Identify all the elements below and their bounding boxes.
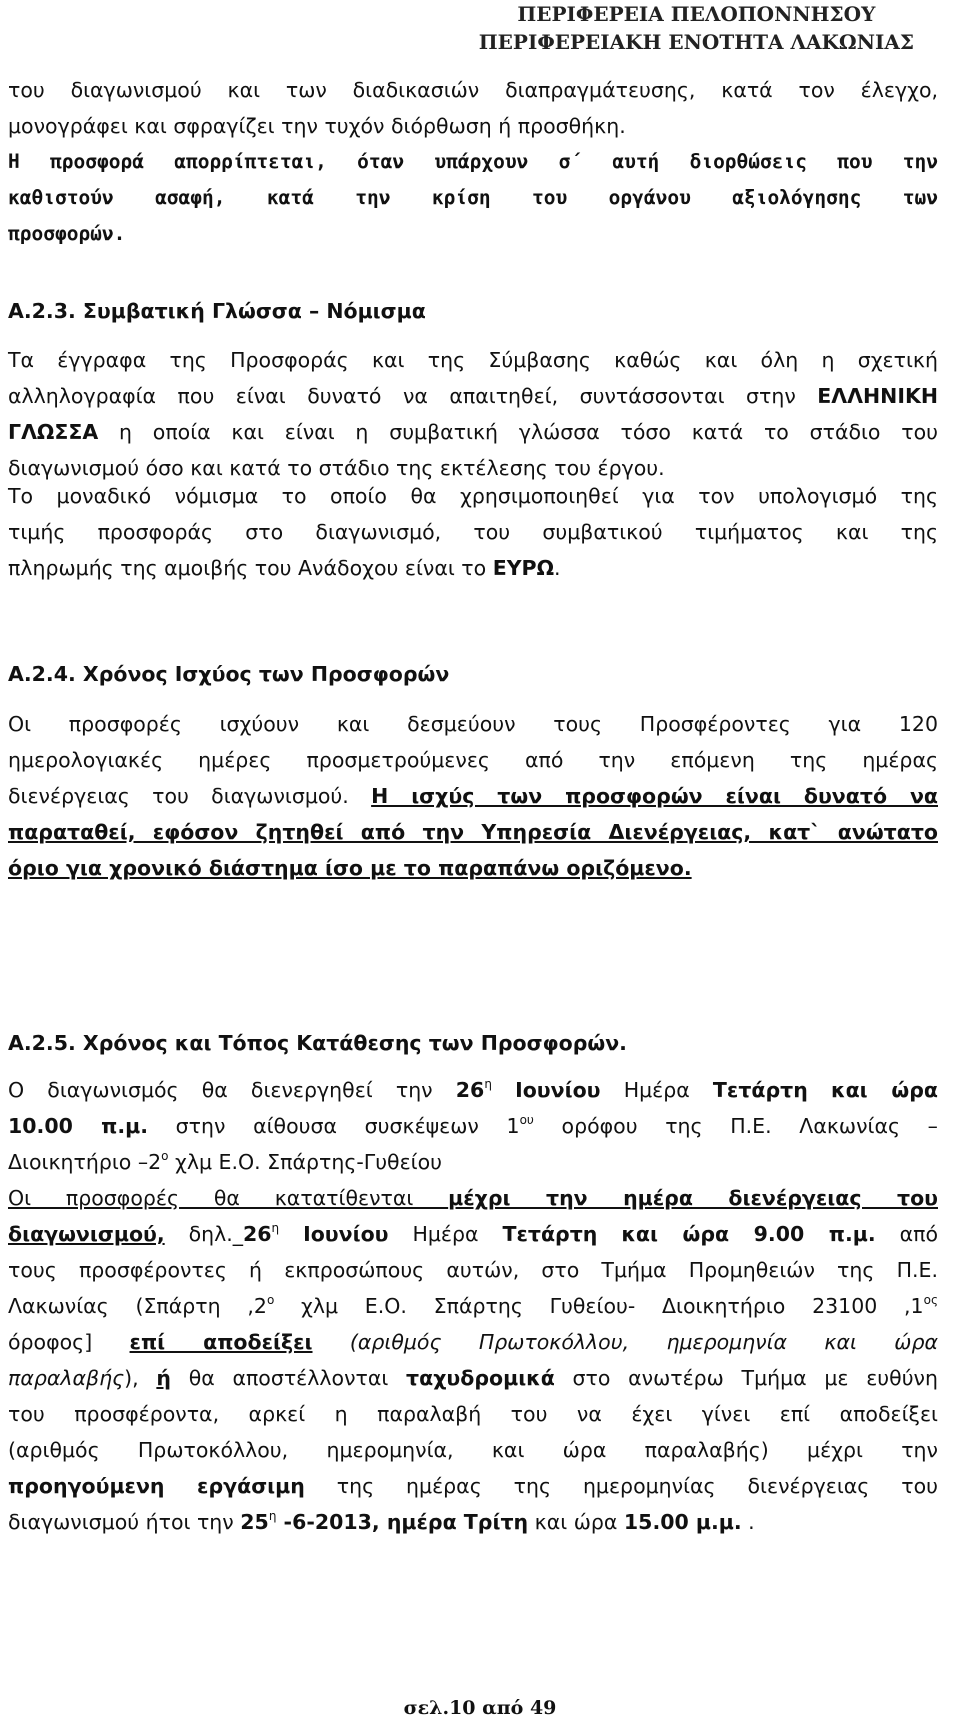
intro-paragraph (8, 72, 938, 252)
header-regional-unit: ΠΕΡΙΦΕΡΕΙΑΚΗ ΕΝΟΤΗΤΑ ΛΑΚΩΝΙΑΣ (478, 30, 914, 54)
section-title: Χρόνος και Τόπος Κατάθεσης των Προσφορών. (82, 1031, 627, 1055)
section-number: Α.2.3. (8, 299, 76, 323)
text-line (8, 1144, 938, 1180)
text-span: από (899, 1222, 938, 1246)
text-line (8, 1108, 938, 1144)
text-span-bold: Ιουνίου (515, 1078, 601, 1102)
text-line (8, 1468, 938, 1504)
document-header (479, 0, 914, 56)
text-line: διαγωνισμού όσο και κατά το στάδιο της εκτέλεσης του έργου. (8, 456, 665, 480)
text-span: διενέργειας του διαγωνισμού. (8, 784, 372, 808)
text-line: παραταθεί, εφόσον ζητηθεί από την Υπηρεσία Διενέργειας, κατ` ανώτατο (8, 820, 938, 844)
text-line (8, 1324, 938, 1360)
text-line: του διαγωνισμού και των διαδικασιών διαπραγμάτευσης, κατά τον έλεγχο, (8, 78, 938, 102)
text-span: ορόφου της (561, 1114, 703, 1138)
text-line (8, 414, 938, 450)
text-span: αλληλογραφία που είναι δυνατό να απαιτηθεί, συντάσσονται στην (8, 384, 818, 408)
page-number: σελ.10 από 49 (403, 1697, 557, 1719)
text-line (8, 1216, 938, 1252)
section-heading-a24 (8, 656, 449, 692)
section-number: Α.2.4. (8, 662, 76, 686)
text-span: Διοικητήριο –2 (8, 1150, 162, 1174)
text-span-underline: Οι προσφορές θα κατατίθενται (8, 1186, 449, 1210)
text-span-bold: και ώρα (831, 1078, 938, 1102)
text-span: η οποία και είναι η συμβατική γλώσσα τόσο κατά το στάδιο του (98, 420, 938, 444)
text-line (8, 1180, 938, 1216)
text-span: χλμ Ε.Ο. Σπάρτης Γυθείου- Διοικητήριο 23100 ,1 (274, 1294, 924, 1318)
tender-date-paragraph (8, 1072, 938, 1180)
text-line: μονογράφει και σφραγίζει την τυχόν διόρθωση ή προσθήκη. (8, 114, 626, 138)
text-line: προσφορών. (8, 222, 126, 245)
text-span: Λακωνίας (Σπάρτη ,2 (8, 1294, 267, 1318)
text-span: στην αίθουσα συσκέψεων (175, 1114, 479, 1138)
text-span-bold: 10.00 π.μ. (8, 1114, 148, 1138)
text-span-bold-underline: μέχρι την ημέρα διενέργειας του (448, 1186, 938, 1210)
text-line: ημερολογιακές ημέρες προσμετρούμενες από την επόμενη της ημέρας (8, 748, 938, 772)
text-span: διαγωνισμού ήτοι την (8, 1510, 241, 1534)
text-span-italic: παραλαβής (8, 1366, 125, 1390)
text-line (8, 1288, 938, 1324)
text-line (8, 1072, 938, 1108)
text-line (8, 1360, 938, 1396)
text-span: . (741, 1510, 755, 1534)
text-span-bold: 25 (240, 1510, 269, 1534)
text-span-bold-underline: επί αποδείξει (129, 1330, 313, 1354)
section-title: Χρόνος Ισχύος των Προσφορών (82, 662, 450, 686)
section-heading-a23 (8, 293, 426, 329)
text-span: και ώρα (528, 1510, 624, 1534)
text-span: Ημέρα (412, 1222, 479, 1246)
text-span: Ο διαγωνισμός θα διενεργηθεί την (8, 1078, 456, 1102)
text-span: 1 (506, 1114, 520, 1138)
text-span-bold-underline: Η ισχύς των προσφορών είναι δυνατό να (371, 784, 938, 808)
text-span-bold: ΕΛΛΗΝΙΚΗ (817, 384, 938, 408)
text-span: όροφος] (8, 1330, 93, 1354)
text-span-bold-underline: ή (156, 1366, 171, 1390)
text-line (8, 378, 938, 414)
text-line: τους προσφέροντες ή εκπροσώπους αυτών, στο Τμήμα Προμηθειών της Π.Ε. (8, 1258, 938, 1282)
section-title: Συμβατική Γλώσσα – Νόμισμα (82, 299, 426, 323)
text-span-bold: 26 (243, 1222, 272, 1246)
text-span: δηλ._ (164, 1222, 244, 1246)
text-span-bold: 26 (455, 1078, 485, 1102)
text-line: Το μοναδικό νόμισμα το οποίο θα χρησιμοποιηθεί για τον υπολογισμό της (8, 484, 938, 508)
text-span-bold: ταχυδρομικά (406, 1366, 555, 1390)
text-span: Π.Ε. (730, 1114, 772, 1138)
text-span-bold: και ώρα 9.00 π.μ. (621, 1222, 876, 1246)
text-span: πληρωμής της αμοιβής του Ανάδοχου είναι το (8, 556, 493, 580)
text-span: ), (124, 1366, 157, 1390)
superscript: ο (266, 1293, 275, 1307)
text-line: (αριθμός Πρωτοκόλλου, ημερομηνία, και ώρα παραλαβής) μέχρι την (8, 1438, 938, 1462)
text-line: Η προσφορά απορρίπτεται, όταν υπάρχουν σ΄ αυτή διορθώσεις που την (8, 150, 938, 173)
text-span-italic: (αριθμός Πρωτοκόλλου, ημερομηνία και ώρα (349, 1330, 938, 1354)
superscript: η (484, 1077, 492, 1091)
section-heading-a25 (8, 1025, 627, 1061)
text-line: τιμής προσφοράς στο διαγωνισμό, του συμβατικού τιμήματος και της (8, 520, 938, 544)
text-span-bold: Τετάρτη (502, 1222, 598, 1246)
text-span-bold: -6-2013, ημέρα Τρίτη (276, 1510, 529, 1534)
language-paragraph (8, 342, 938, 486)
currency-paragraph (8, 478, 938, 586)
text-line: Οι προσφορές ισχύουν και δεσμεύουν τους Προσφέροντες για 120 (8, 712, 938, 736)
text-line (8, 1504, 938, 1540)
text-span-bold: Ιουνίου (303, 1222, 389, 1246)
text-line (8, 550, 938, 586)
text-line: καθιστούν ασαφή, κατά την κρίση του οργάνου αξιολόγησης των (8, 186, 938, 209)
superscript: η (268, 1509, 277, 1523)
submission-paragraph (8, 1180, 938, 1540)
text-span: θα αποστέλλονται (170, 1366, 407, 1390)
text-line: Τα έγγραφα της Προσφοράς και της Σύμβασης καθώς και όλη η σχετική (8, 348, 938, 372)
text-span: . (554, 556, 561, 580)
text-span-bold-underline: διαγωνισμού, (8, 1222, 165, 1246)
superscript: ο (161, 1149, 169, 1163)
text-span-bold: 15.00 μ.μ. (623, 1510, 742, 1534)
text-span: στο ανωτέρω Τμήμα με ευθύνη (554, 1366, 939, 1390)
text-span-bold: ΓΛΩΣΣΑ (8, 420, 99, 444)
text-line (8, 778, 938, 814)
header-region: ΠΕΡΙΦΕΡΕΙΑ ΠΕΛΟΠΟΝΝΗΣΟΥ (517, 2, 876, 26)
text-span-bold: Τετάρτη (712, 1078, 808, 1102)
text-line: του προσφέροντα, αρκεί η παραλαβή του να έχει γίνει επί αποδείξει (8, 1402, 938, 1426)
section-number: Α.2.5. (8, 1031, 76, 1055)
superscript: η (271, 1221, 280, 1235)
superscript: ου (519, 1113, 534, 1127)
text-span-bold: προηγούμενη εργάσιμη (8, 1474, 305, 1498)
text-span: Ημέρα (623, 1078, 690, 1102)
text-span-bold: ΕΥΡΩ (492, 556, 555, 580)
text-line: όριο για χρονικό διάστημα ίσο με το παραπάνω οριζόμενο. (8, 856, 692, 880)
text-span: χλμ Ε.Ο. Σπάρτης-Γυθείου (168, 1150, 443, 1174)
text-span: της ημέρας της ημερομηνίας διενέργειας του (304, 1474, 938, 1498)
superscript: ος (923, 1293, 938, 1307)
text-span: Λακωνίας – (799, 1114, 938, 1138)
validity-paragraph (8, 706, 938, 886)
